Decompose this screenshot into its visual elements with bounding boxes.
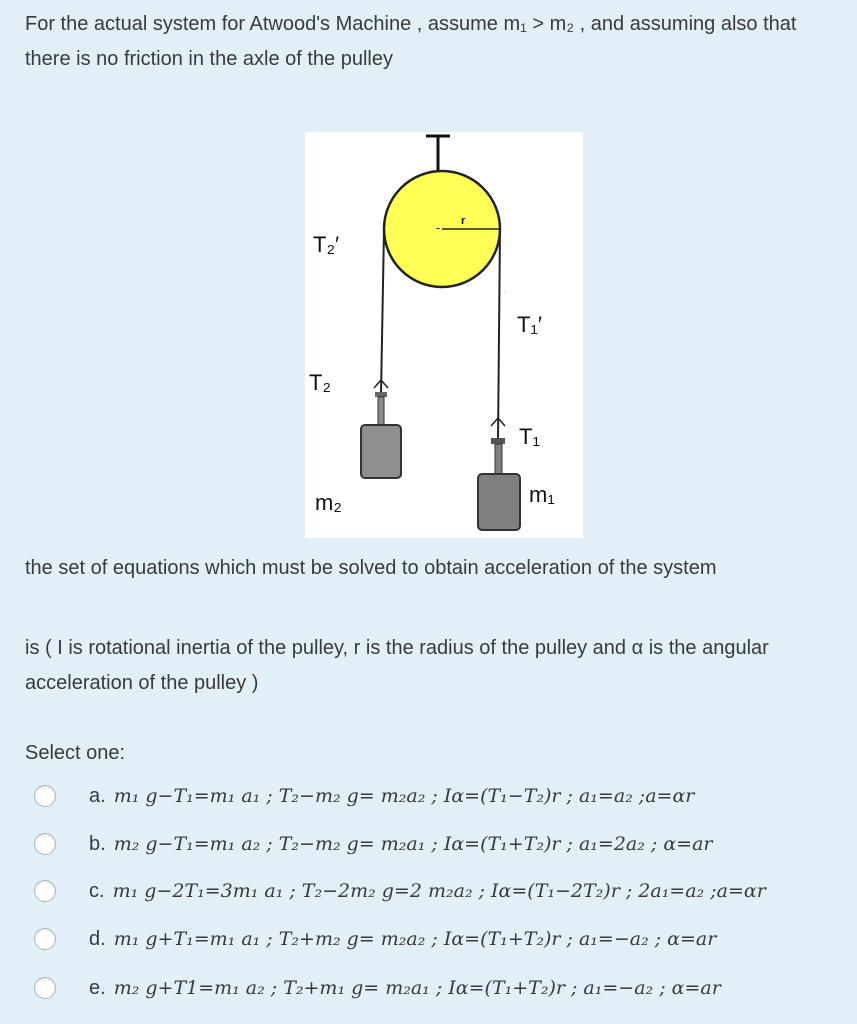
question-note: is ( I is rotational inertia of the pulley, r is the radius of the pulley and α is the angular acceleration of the pulley )	[25, 637, 769, 694]
t1-prime-label: T₁′	[517, 312, 542, 337]
t2-label: T₂	[309, 370, 331, 395]
mass-m1	[478, 474, 520, 530]
radio-b[interactable]	[34, 833, 56, 855]
m2-hook	[375, 392, 387, 397]
radio-e[interactable]	[34, 977, 56, 999]
select-one-label: Select one:	[25, 742, 126, 764]
option-c-equation: m₁ g−2T₁=3m₁ a₁ ; T₂−2m₂ g=2 m₂a₂ ; Iα=(T₁−2T₂)r ; 2a₁=a₂ ;a=αr	[112, 880, 766, 902]
m2-label: m₂	[315, 490, 342, 515]
t1-label: T₁	[519, 424, 540, 449]
option-e-equation: m₂ g+T1=m₁ a₂ ; T₂+m₁ g= m₂a₁ ; Iα=(T₁+T₂)r ; a₁=−a₂ ; α=ar	[113, 977, 721, 999]
option-d[interactable]	[34, 922, 834, 956]
option-d-equation: m₁ g+T₁=m₁ a₁ ; T₂+m₂ g= m₂a₂ ; Iα=(T₁+T₂)r ; a₁=−a₂ ; α=ar	[113, 928, 717, 950]
m1-neck	[495, 444, 502, 474]
option-e-letter: e.	[89, 976, 106, 999]
atwood-machine-figure	[305, 132, 583, 538]
option-b-equation: m₂ g−T₁=m₁ a₂ ; T₂−m₂ g= m₂a₁ ; Iα=(T₁+T₂)r ; a₁=2a₂ ; α=ar	[113, 833, 713, 855]
m2-neck	[378, 397, 384, 425]
mass-m2	[361, 425, 401, 478]
rope-left	[381, 229, 384, 394]
option-b[interactable]	[34, 827, 834, 861]
option-c-letter: c.	[89, 879, 105, 902]
question-prompt: the set of equations which must be solved to obtain acceleration of the system	[25, 557, 717, 579]
option-d-letter: d.	[89, 927, 106, 950]
radio-a[interactable]	[34, 785, 56, 807]
option-a-equation: m₁ g−T₁=m₁ a₁ ; T₂−m₂ g= m₂a₂ ; Iα=(T₁−T₂)r ; a₁=a₂ ;a=αr	[113, 785, 695, 807]
option-a[interactable]	[34, 779, 834, 813]
question-intro: For the actual system for Atwood's Machine , assume m₁ > m₂ , and assuming also that there is no friction in the axle of the pulley	[25, 13, 797, 70]
option-e[interactable]	[34, 971, 834, 1005]
option-b-letter: b.	[89, 832, 106, 855]
radius-label: r	[461, 215, 466, 227]
option-a-letter: a.	[89, 784, 106, 807]
t2-prime-label: T₂′	[313, 232, 340, 257]
radio-d[interactable]	[34, 928, 56, 950]
m1-hook	[491, 438, 505, 444]
radio-c[interactable]	[34, 880, 56, 902]
rope-right	[498, 229, 500, 440]
option-c[interactable]	[34, 874, 834, 908]
atwood-diagram	[305, 132, 583, 538]
m1-label: m₁	[529, 482, 555, 507]
